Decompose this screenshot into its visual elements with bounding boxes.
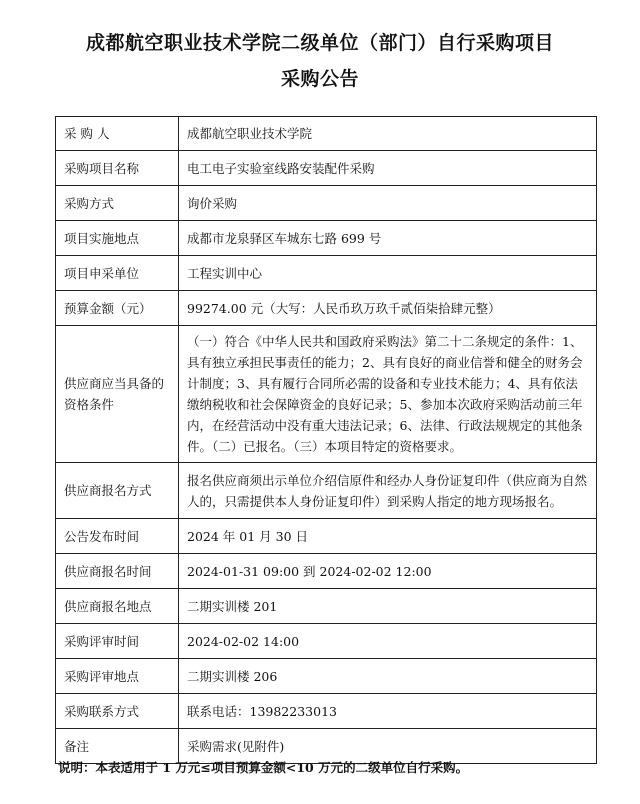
table-row xyxy=(56,326,597,463)
table-row xyxy=(56,589,597,624)
row-label: 供应商应当具备的资格条件 xyxy=(56,326,179,463)
table-row xyxy=(56,291,597,326)
row-value: 联系电话：13982233013 xyxy=(179,694,597,729)
row-value: 采购需求(见附件) xyxy=(179,729,597,764)
row-value: 2024 年 01 月 30 日 xyxy=(179,519,597,554)
table-row xyxy=(56,554,597,589)
row-value: 报名供应商须出示单位介绍信原件和经办人身份证复印件（供应商为自然人的，只需提供本人身份证复印件）到采购人指定的地方现场报名。 xyxy=(179,463,597,519)
table-row xyxy=(56,221,597,256)
row-label: 公告发布时间 xyxy=(56,519,179,554)
row-value: 2024-01-31 09:00 到 2024-02-02 12:00 xyxy=(179,554,597,589)
row-label: 采 购 人 xyxy=(56,117,179,151)
table-row xyxy=(56,256,597,291)
document-title: 成都航空职业技术学院二级单位（部门）自行采购项目 xyxy=(85,32,554,54)
row-value: （一）符合《中华人民共和国政府采购法》第二十二条规定的条件：1、具有独立承担民事责任的能力；2、具有良好的商业信誉和健全的财务会计制度；3、具有履行合同所必需的设备和专业技术能力；4、具有依法缴纳税收和社会保障资金的良好记录；5、参加本次政府采购活动前三年内，在经营活动中没有重大违法记录；6、法律、行政法规规定的其他条件。（二）已报名。（三）本项目特定的资格要求。 xyxy=(179,326,597,463)
table-row xyxy=(56,624,597,659)
row-label: 预算金额（元） xyxy=(56,291,179,326)
row-label: 供应商报名地点 xyxy=(56,589,179,624)
row-label: 采购方式 xyxy=(56,186,179,221)
document-subtitle: 采购公告 xyxy=(280,68,359,90)
row-value: 二期实训楼 201 xyxy=(179,589,597,624)
row-value: 询价采购 xyxy=(179,186,597,221)
table-row xyxy=(56,659,597,694)
table-row xyxy=(56,151,597,186)
table-row xyxy=(56,694,597,729)
table-row xyxy=(56,463,597,519)
row-label: 采购联系方式 xyxy=(56,694,179,729)
row-value: 成都市龙泉驿区车城东七路 699 号 xyxy=(179,221,597,256)
row-value: 成都航空职业技术学院 xyxy=(179,117,597,151)
row-value: 工程实训中心 xyxy=(179,256,597,291)
row-value: 99274.00 元（大写：人民币玖万玖千贰佰柒拾肆元整） xyxy=(179,291,597,326)
row-value: 2024-02-02 14:00 xyxy=(179,624,597,659)
row-value: 二期实训楼 206 xyxy=(179,659,597,694)
row-label: 项目实施地点 xyxy=(56,221,179,256)
row-label: 备注 xyxy=(56,729,179,764)
row-label: 采购项目名称 xyxy=(56,151,179,186)
row-value: 电工电子实验室线路安装配件采购 xyxy=(179,151,597,186)
row-label: 采购评审地点 xyxy=(56,659,179,694)
table-row xyxy=(56,117,597,151)
table-row xyxy=(56,519,597,554)
procurement-info-table xyxy=(55,116,597,764)
row-label: 供应商报名方式 xyxy=(56,463,179,519)
row-label: 项目申采单位 xyxy=(56,256,179,291)
row-label: 供应商报名时间 xyxy=(56,554,179,589)
row-label: 采购评审时间 xyxy=(56,624,179,659)
footnote: 说明：本表适用于 1 万元≤项目预算金额<10 万元的二级单位自行采购。 xyxy=(58,760,469,775)
table-row xyxy=(56,186,597,221)
